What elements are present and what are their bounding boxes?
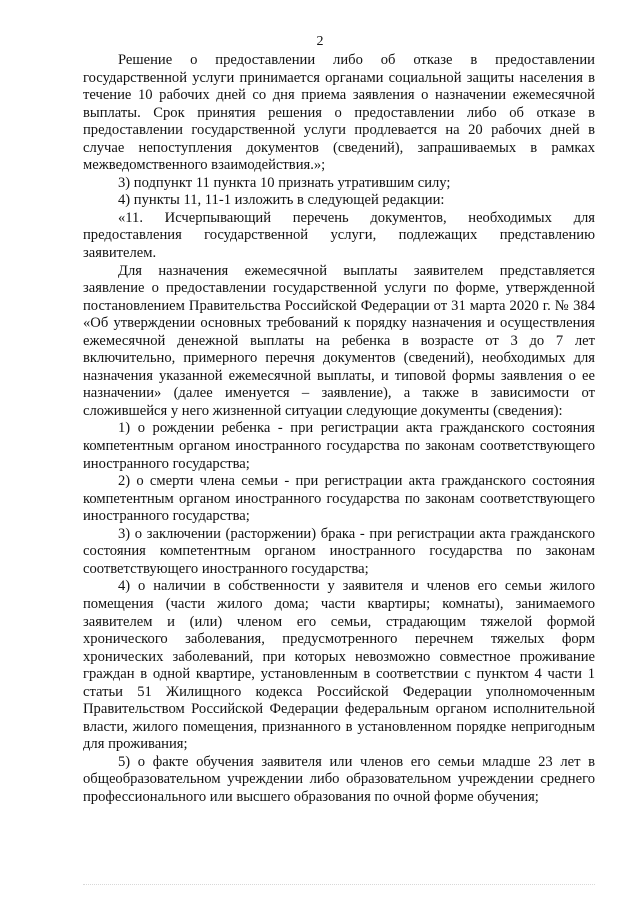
paragraph-list-item-1: 1) о рождении ребенка - при регистрации акта гражданского состояния компетентным органом иностранного государства по законам соответствующего иностранного государства; xyxy=(83,420,595,472)
paragraph-subitem-3: 3) подпункт 11 пункта 10 признать утратившим силу; xyxy=(118,174,451,191)
paragraph-application-requirements: Для назначения ежемесячной выплаты заявителем представляется заявление о предоставлении государственной услуги по форме, утвержденной постановлением Правительства Российской Федерации от 31 марта 2020 г. № 384 «Об утверждении основных требований к порядку назначения и осуществления ежемесячной денежной выплаты на ребенка в возрасте от 3 до 7 лет включительно, примерного перечня документов (сведений), необходимых для назначения указанной ежемесячной выплаты, и типовой формы заявления о ее назначении» (далее именуется – заявление), а также в зависимости от сложившейся у него жизненной ситуации следующие документы (сведения): xyxy=(83,262,595,419)
bottom-dotted-rule xyxy=(83,884,595,885)
paragraph-list-item-2: 2) о смерти члена семьи - при регистрации акта гражданского состояния компетентным органом иностранного государства по законам соответствующего иностранного государства; xyxy=(83,473,595,525)
page-number: 2 xyxy=(316,34,324,49)
paragraph-subitem-4: 4) пункты 11, 11-1 изложить в следующей редакции: xyxy=(118,192,445,209)
paragraph-list-item-4: 4) о наличии в собственности у заявителя и членов его семьи жилого помещения (части жилого дома; части квартиры; комнаты), занимаемого заявителем и (или) членом его семьи, страдающим тяжелой формой хронического заболевания, предусмотренного перечнем тяжелых форм хронических заболеваний, при которых невозможно совместное проживание граждан в одной квартире, установленным в соответствии с пунктом 4 части 1 статьи 51 Жилищного кодекса Российской Федерации уполномоченным Правительством Российской Федерации федеральным органом исполнительной власти, жилого помещения, признанного в установленном порядке непригодным для проживания; xyxy=(83,578,595,753)
paragraph-item-11-heading: «11. Исчерпывающий перечень документов, необходимых для предоставления государственной услуги, подлежащих представлению заявителем. xyxy=(83,209,595,262)
paragraph-decision-terms: Решение о предоставлении либо об отказе в предоставлении государственной услуги принимается органами социальной защиты населения в течение 10 рабочих дней со дня приема заявления о назначении ежемесячной выплаты. Срок принятия решения о предоставлении либо об отказе в предоставлении государственной услуги продлевается на 20 рабочих дней в случае непоступления документов (сведений), запрашиваемых в рамках межведомственного взаимодействия.»; xyxy=(83,52,595,174)
document-body xyxy=(83,52,595,807)
paragraph-list-item-3: 3) о заключении (расторжении) брака - при регистрации акта гражданского состояния компетентным органом иностранного государства по законам соответствующего иностранного государства; xyxy=(83,525,595,577)
paragraph-list-item-5: 5) о факте обучения заявителя или членов его семьи младше 23 лет в общеобразовательном учреждении либо образовательном учреждении среднего профессионального или высшего образования по очной форме обучения; xyxy=(83,753,595,805)
